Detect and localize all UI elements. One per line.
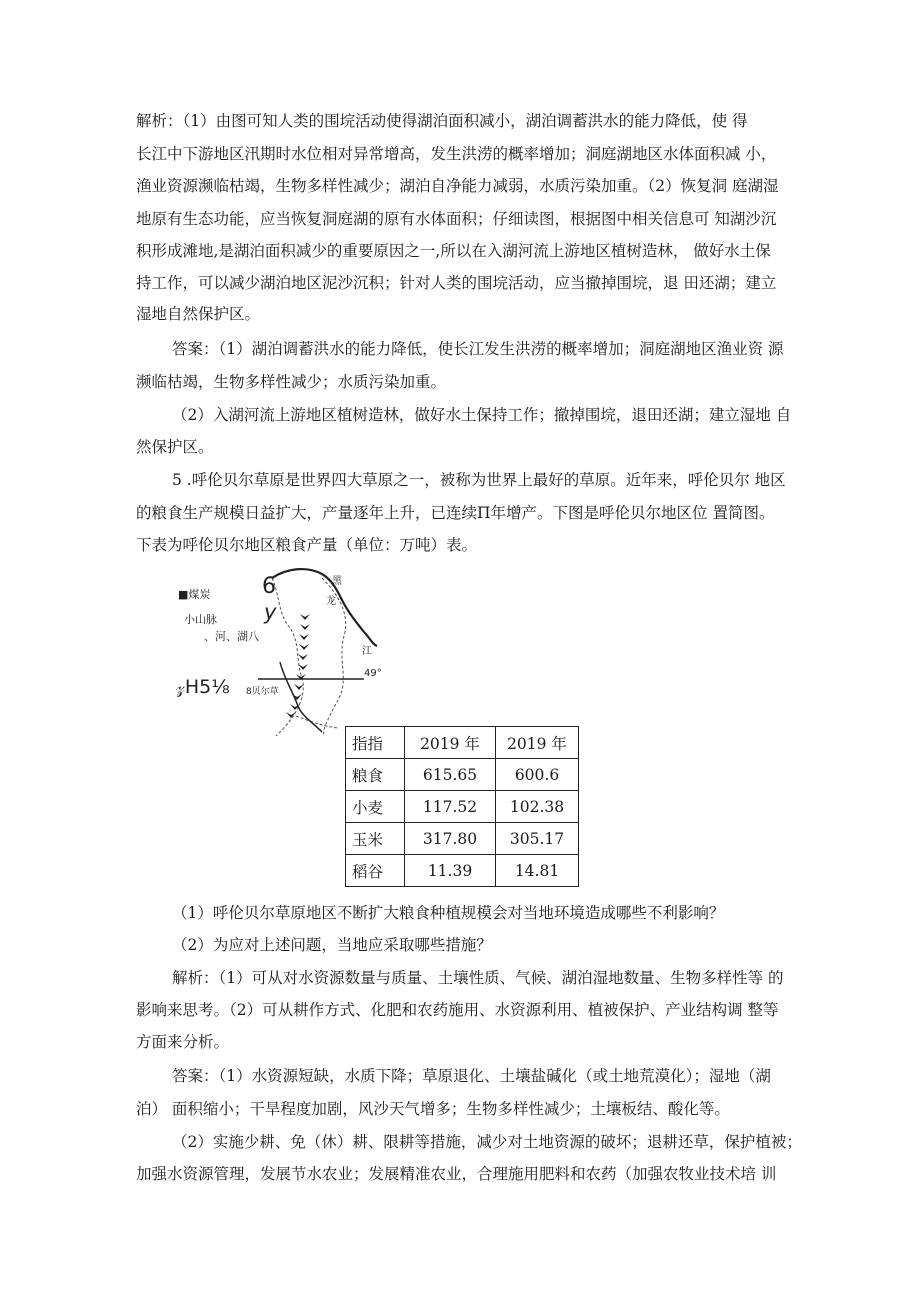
analysis1-line-6: 持工作，可以减少湖泊地区泥沙沉积；针对人类的围垸活动，应当撤掉围垸，退 田还湖；建立 [136,274,777,292]
table-row [346,823,579,855]
analysis1-line-3: 渔业资源濒临枯竭，生物多样性减少；湖泊自净能力减弱，水质污染加重。（2）恢复洞 庭湖湿 [136,177,779,195]
question5-line-2: 的粮食生产规模日益扩大，产量逐年上升，已连续Π年增产。下图是呼伦贝尔地区位 置简图。 [136,504,775,522]
subquestion-1: （1）呼伦贝尔草原地区不断扩大粮食种植规模会对当地环境造成哪些不利影响？ [172,904,725,922]
heilongjiang-river [272,569,377,646]
answer2-part2-line-1: （2）实施少耕、免（休）耕、限耕等措施，减少对土地资源的破坏；退耕还草，保护植被； [172,1133,802,1151]
river-label-long: 龙 [326,596,336,607]
analysis2-line-2: 影响来思考。（2）可从耕作方式、化肥和农药施用、水资源利用、植被保护、产业结构调 整等 [136,1001,779,1019]
latitude-label: 49° [364,668,382,679]
table-cell: 小麦 [346,791,405,823]
table-cell: 600.6 [496,759,579,791]
mountain-range-symbols [286,614,310,718]
table-cell: 粮食 [346,759,405,791]
table-cell: 稻谷 [346,855,405,887]
analysis1-line-5: 积形成滩地,是湖泊面积减少的重要原因之一,所以在入湖河流上游地区植树造林， 做好水土保 [136,242,771,260]
grain-production-table [345,726,579,887]
answer1-line-2: 濒临枯竭，生物多样性减少；水质污染加重。 [136,373,447,391]
analysis1-line-2: 长江中下游地区汛期时水位相对异常增高，发生洪涝的概率增加；洞庭湖地区水体面积减 小， [136,145,777,163]
table-cell: 11.39 [405,855,496,887]
legend-mountain: 小山脉 [184,613,217,626]
legend-river-lake: 、河、湖八 [204,630,259,643]
answer1-line-1: 答案：（1）湖泊调蓄洪水的能力降低，使长江发生洪涝的概率增加；洞庭湖地区渔业资 源 [172,340,784,358]
question5-line-1: 5 .呼伦贝尔草原是世界四大草原之一，被称为世界上最好的草原。近年来，呼伦贝尔 地区 [172,471,786,489]
table-cell: 317.80 [405,823,496,855]
answer2-part2-line-2: 加强水资源管理，发展节水农业；发展精准农业，合理施用肥料和农药（加强农牧业技术培 训 [136,1165,777,1183]
analysis2-line-3: 方面来分析。 [136,1033,230,1051]
table-header-row [346,727,579,759]
river-label-jiang: 江 [362,646,372,657]
table-cell: 305.17 [496,823,579,855]
question5-line-3: 下表为呼伦贝尔地区粮食产量（单位：万吨）表。 [136,536,478,554]
answer1-part2-line-1: （2）入湖河流上游地区植树造林，做好水土保持工作；撤掉围垸，退田还湖；建立湿地 自 [172,406,792,424]
analysis1-line-4: 地原有生态功能，应当恢复洞庭湖的原有水体面积；仔细读图，根据图中相关信息可 知湖沙沉 [136,210,777,228]
table-cell: 14.81 [496,855,579,887]
river-label-hei: 黑 [332,576,342,587]
table-cell: 615.65 [405,759,496,791]
table-row [346,759,579,791]
table-header-cell: 2019 年 [496,727,579,759]
river-line [280,662,322,732]
map-letter-y: y [264,600,277,624]
map-number-6: 6 [262,574,276,599]
analysis1-line-1: 解析：（1）由图可知人类的围垸活动使得湖泊面积减小，湖泊调蓄洪水的能力降低，使 得 [136,112,748,130]
map-garbled-label: 𝓏H5⅛ [176,676,230,698]
boundary-dashed-west [272,578,303,736]
legend-coal: ■煤炭 [178,588,211,601]
analysis2-line-1: 解析：（1）可从对水资源数量与质量、土壤性质、气候、湖泊湿地数量、生物多样性等 的 [172,969,784,987]
subquestion-2: （2）为应对上述问题，当地应采取哪些措施？ [172,936,492,954]
answer2-line-2: 泊） 面积缩小；干旱程度加剧，风沙天气增多；生物多样性减少；土壤板结、酸化等。 [136,1100,730,1118]
map-garbled-small-label: 8贝尔草 [246,687,279,697]
boundary-dashed-south [296,716,338,728]
answer2-line-1: 答案：（1）水资源短缺，水质下降；草原退化、土壤盐碱化（或土地荒漠化）；湿地（湖 [172,1067,771,1085]
table-header-cell: 指指 [346,727,405,759]
table-cell: 玉米 [346,823,405,855]
analysis1-line-7: 湿地自然保护区。 [136,305,261,323]
table-cell: 102.38 [496,791,579,823]
table-cell: 117.52 [405,791,496,823]
table-row [346,791,579,823]
location-map [172,566,392,736]
table-header-cell: 2019 年 [405,727,496,759]
table-row [346,855,579,887]
answer1-part2-line-2: 然保护区。 [136,438,214,456]
